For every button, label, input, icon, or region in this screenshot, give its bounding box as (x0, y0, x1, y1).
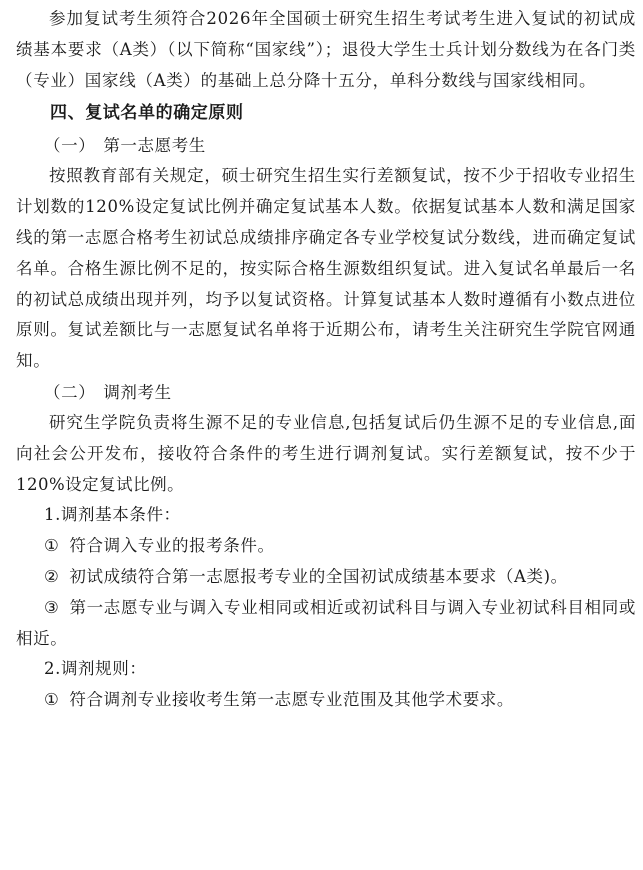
document-page (16, 0, 636, 716)
intro-paragraph: 参加复试考生须符合2026年全国硕士研究生招生考试考生进入复试的初试成绩基本要求（A类）（以下简称“国家线”）；退役大学生士兵计划分数线为在各门类（专业）国家线（A类）的基础上总分降十五分，单科分数线与国家线相同。 (16, 9, 636, 90)
list-item-text: 初试成绩符合第一志愿报考专业的全国初试成绩基本要求（A类)。 (69, 566, 568, 586)
basic-condition-item-3 (16, 593, 636, 655)
list-item-text: 第一志愿专业与调入专业相同或相近或初试科目与调入专业初试科目相同或相近。 (16, 597, 636, 648)
list-marker: ② (44, 566, 60, 586)
subsection-1-title: 第一志愿考生 (103, 136, 206, 156)
subsection-1-heading (16, 130, 636, 161)
section-4-heading: 四、复试名单的确定原则 (50, 103, 244, 124)
list-marker: ③ (44, 597, 60, 617)
list-item-text: 符合调剂专业接收考生第一志愿专业范围及其他学术要求。 (69, 690, 515, 710)
list-marker: ① (44, 536, 60, 556)
adjustment-rules-title: 2.调剂规则： (44, 659, 147, 679)
basic-condition-item-2 (16, 562, 636, 593)
basic-condition-item-1 (16, 531, 636, 562)
subsection-1-number: （一） (44, 136, 96, 156)
subsection-2-body: 研究生学院负责将生源不足的专业信息,包括复试后仍生源不足的专业信息,面向社会公开发布，接收符合条件的考生进行调剂复试。实行差额复试，按不少于120%设定复试比例。 (16, 412, 636, 494)
list-item-text: 符合调入专业的报考条件。 (69, 536, 275, 556)
subsection-2-heading (16, 377, 636, 408)
adjustment-rule-item-1 (16, 685, 636, 716)
basic-conditions-title: 1.调剂基本条件： (44, 505, 181, 525)
subsection-1-body: 按照教育部有关规定，硕士研究生招生实行差额复试，按不少于招收专业招生计划数的120%设定复试比例并确定复试基本人数。依据复试基本人数和满足国家线的第一志愿合格考生初试总成绩排序确定各专业学校复试分数线，进而确定复试名单。合格生源比例不足的，按实际合格生源数组织复试。进入复试名单最后一名的初试总成绩出现并列，均予以复试资格。计算复试基本人数时遵循有小数点进位原则。复试差额比与一志愿复试名单将于近期公布，请考生关注研究生学院官网通知。 (16, 166, 636, 371)
subsection-2-title: 调剂考生 (103, 382, 172, 402)
list-marker: ① (44, 690, 60, 710)
subsection-2-number: （二） (44, 382, 96, 402)
